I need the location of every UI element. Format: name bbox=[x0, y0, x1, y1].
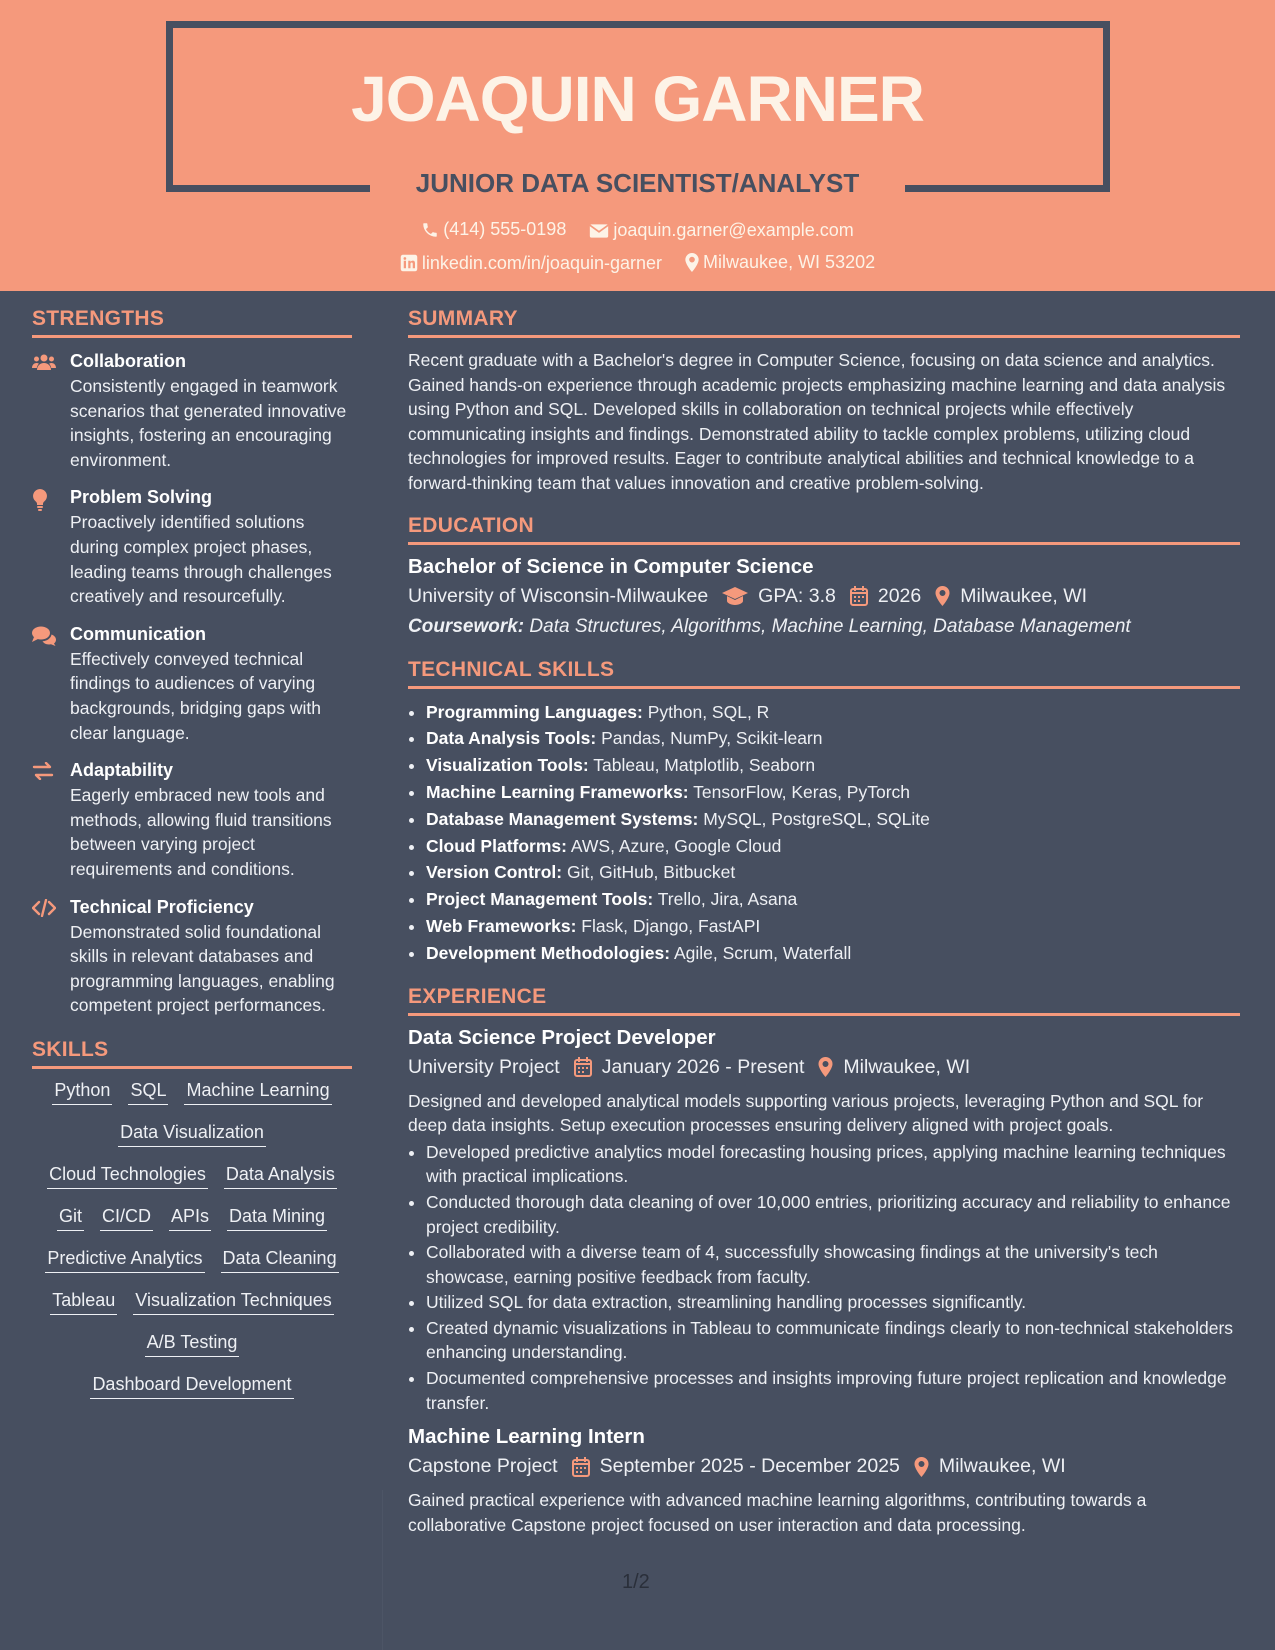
job-description: Gained practical experience with advanced machine learning algorithms, contributing towards a collaborative Capstone project focused on user interaction and data processing. bbox=[408, 1490, 1147, 1535]
column-divider bbox=[382, 1490, 383, 1650]
users-icon bbox=[32, 353, 56, 371]
technical-skills-section bbox=[408, 658, 1240, 967]
graduation-cap-icon bbox=[722, 587, 748, 605]
envelope-icon bbox=[589, 223, 609, 239]
skill-category: Database Management Systems: bbox=[426, 808, 699, 829]
skill-chip: APIs bbox=[169, 1205, 211, 1231]
strength-item bbox=[32, 623, 352, 745]
job-dates: September 2025 - December 2025 bbox=[599, 1455, 900, 1478]
strength-desc: Proactively identified solutions during complex project phases, leading teams through challenges creatively and resourcefully. bbox=[70, 512, 332, 607]
strengths-section bbox=[32, 307, 352, 1018]
linkedin-text: linkedin.com/in/joaquin-garner bbox=[421, 252, 663, 273]
skill-values: Python, SQL, R bbox=[647, 701, 770, 722]
skill-chip: Python bbox=[52, 1079, 112, 1105]
linkedin-item[interactable] bbox=[400, 253, 662, 274]
skill-chip: Git bbox=[57, 1205, 84, 1231]
strength-desc: Eagerly embraced new tools and methods, allowing fluid transitions between varying project requirements and conditions. bbox=[70, 785, 332, 879]
skill-row bbox=[32, 1331, 352, 1357]
skill-values: Trello, Jira, Asana bbox=[657, 889, 798, 910]
list-item: • Documented comprehensive processes and insights improving future project replication and knowledge transfer. bbox=[426, 1366, 1240, 1415]
strengths-title: STRENGTHS bbox=[32, 307, 352, 338]
skill-category: Version Control: bbox=[426, 862, 563, 883]
job-meta bbox=[408, 1056, 1240, 1079]
map-marker-icon bbox=[914, 1457, 929, 1477]
graduation-year: 2026 bbox=[877, 584, 922, 607]
skill-chip: Machine Learning bbox=[184, 1079, 331, 1105]
skill-values: Agile, Scrum, Waterfall bbox=[673, 942, 852, 963]
list-item bbox=[426, 725, 1240, 752]
skill-category: Cloud Platforms: bbox=[426, 835, 567, 856]
calendar-icon bbox=[572, 1457, 590, 1477]
map-marker-icon bbox=[935, 586, 950, 606]
skill-chip: SQL bbox=[128, 1079, 168, 1105]
skill-row bbox=[32, 1289, 352, 1315]
list-item bbox=[426, 806, 1240, 833]
skill-chip: Data Mining bbox=[227, 1205, 327, 1231]
map-marker-icon bbox=[818, 1057, 833, 1077]
skill-values: MySQL, PostgreSQL, SQLite bbox=[703, 808, 930, 829]
skill-values: Tableau, Matplotlib, Seaborn bbox=[593, 755, 816, 776]
skill-chip: Data Visualization bbox=[118, 1121, 266, 1147]
list-item bbox=[426, 859, 1240, 886]
exchange-icon bbox=[32, 762, 54, 780]
skill-chip: Tableau bbox=[50, 1289, 117, 1315]
skill-chip: Data Cleaning bbox=[221, 1247, 339, 1273]
experience-section bbox=[408, 985, 1240, 1538]
skill-category: Web Frameworks: bbox=[426, 915, 577, 936]
skill-row bbox=[32, 1205, 352, 1231]
right-column bbox=[408, 291, 1240, 1537]
coursework-list: Data Structures, Algorithms, Machine Learning, Database Management bbox=[529, 615, 1131, 637]
strength-item bbox=[32, 486, 352, 608]
lightbulb-icon bbox=[32, 489, 48, 511]
location-text: Milwaukee, WI 53202 bbox=[703, 252, 876, 272]
gpa-text: GPA: 3.8 bbox=[758, 584, 836, 607]
skills-section bbox=[32, 1038, 352, 1399]
education-section bbox=[408, 514, 1240, 638]
skill-row bbox=[32, 1079, 352, 1105]
job-role: JUNIOR DATA SCIENTIST/ANALYST bbox=[415, 168, 860, 198]
linkedin-icon bbox=[400, 254, 418, 272]
list-item bbox=[426, 833, 1240, 860]
job-dates: January 2026 - Present bbox=[601, 1055, 805, 1078]
strength-item bbox=[32, 896, 352, 1018]
strength-title: Adaptability bbox=[70, 760, 174, 781]
technical-skills-title: TECHNICAL SKILLS bbox=[408, 658, 1240, 689]
job-title: Data Science Project Developer bbox=[408, 1025, 716, 1049]
degree-title: Bachelor of Science in Computer Science bbox=[408, 554, 814, 578]
location-item bbox=[685, 252, 875, 273]
job-org: Capstone Project bbox=[408, 1455, 558, 1478]
strength-title: Problem Solving bbox=[70, 487, 213, 508]
strength-desc: Consistently engaged in teamwork scenarios that generated innovative insights, fostering an encouraging environment. bbox=[70, 376, 347, 470]
job-location: Milwaukee, WI bbox=[843, 1055, 971, 1078]
job-meta bbox=[408, 1455, 1240, 1478]
school-name: University of Wisconsin-Milwaukee bbox=[408, 584, 709, 607]
skill-values: TensorFlow, Keras, PyTorch bbox=[693, 781, 911, 802]
code-icon bbox=[32, 899, 56, 917]
email-item[interactable] bbox=[589, 220, 853, 241]
education-title: EDUCATION bbox=[408, 514, 1240, 545]
skill-values: Git, GitHub, Bitbucket bbox=[567, 862, 736, 883]
skill-chip: Visualization Techniques bbox=[133, 1289, 333, 1315]
list-item: • Created dynamic visualizations in Tableau to communicate findings clearly to non-technical stakeholders enhancing understanding. bbox=[426, 1316, 1240, 1365]
skill-category: Visualization Tools: bbox=[426, 755, 589, 776]
list-item: • Utilized SQL for data extraction, streamlining handling processes significantly. bbox=[426, 1290, 1240, 1315]
list-item bbox=[426, 779, 1240, 806]
skill-category: Data Analysis Tools: bbox=[426, 728, 597, 749]
coursework-label: Coursework: bbox=[408, 615, 525, 637]
map-marker-icon bbox=[685, 253, 699, 272]
list-item: • Developed predictive analytics model forecasting housing prices, applying machine learning techniques with practical implications. bbox=[426, 1140, 1240, 1189]
skill-chip: Cloud Technologies bbox=[47, 1163, 208, 1189]
job-title: Machine Learning Intern bbox=[408, 1425, 645, 1449]
experience-title: EXPERIENCE bbox=[408, 985, 1240, 1016]
candidate-name: JOAQUIN GARNER bbox=[351, 63, 924, 135]
skill-row bbox=[32, 1163, 352, 1189]
job-description: Designed and developed analytical models supporting various projects, leveraging Python and SQL for deep data insights. Setup execution processes ensuring delivery aligned with project goals. bbox=[408, 1090, 1204, 1136]
summary-section bbox=[408, 307, 1240, 496]
strength-desc: Effectively conveyed technical findings to audiences of varying backgrounds, bridging gaps with clear language. bbox=[70, 648, 321, 743]
list-item bbox=[426, 752, 1240, 779]
summary-text: Recent graduate with a Bachelor's degree in Computer Science, focusing on data science and analytics. Gained hands-on experience through academic projects emphasizing machine learning and data analysis using Python and SQL. Developed skills in collaboration on technical projects while effectively communicating insights and findings. Demonstrated ability to tackle complex problems, utilizing cloud technologies for improved results. Eager to contribute analytical abilities and technical knowledge to a forward-thinking team that values innovation and creative problem-solving. bbox=[408, 350, 1226, 493]
skill-category: Development Methodologies: bbox=[426, 942, 671, 963]
education-meta bbox=[408, 585, 1240, 608]
list-item bbox=[426, 940, 1240, 967]
contact-row-1 bbox=[0, 219, 1275, 244]
skill-chip: Dashboard Development bbox=[90, 1373, 293, 1399]
skill-category: Programming Languages: bbox=[426, 701, 643, 722]
strength-title: Technical Proficiency bbox=[70, 896, 254, 917]
page-number: 1/2 bbox=[622, 1571, 650, 1593]
skills-title: SKILLS bbox=[32, 1038, 352, 1069]
list-item bbox=[426, 886, 1240, 913]
skill-category: Project Management Tools: bbox=[426, 889, 654, 910]
strength-title: Communication bbox=[70, 623, 207, 644]
job-org: University Project bbox=[408, 1055, 560, 1078]
job-location: Milwaukee, WI bbox=[938, 1455, 1066, 1478]
strength-item bbox=[32, 759, 352, 881]
strength-item bbox=[32, 350, 352, 472]
phone-text: (414) 555-0198 bbox=[443, 219, 567, 239]
skill-values: AWS, Azure, Google Cloud bbox=[570, 835, 782, 856]
strength-desc: Demonstrated solid foundational skills in relevant databases and programming languages, enabling competent project performances. bbox=[70, 921, 335, 1016]
strength-title: Collaboration bbox=[70, 351, 186, 371]
phone-item[interactable] bbox=[421, 219, 566, 240]
skills-list bbox=[32, 1079, 352, 1399]
skill-row bbox=[32, 1247, 352, 1273]
list-item: • Collaborated with a diverse team of 4, successfully showcasing findings at the university's tech showcase, earning positive feedback from faculty. bbox=[426, 1240, 1240, 1289]
coursework bbox=[408, 616, 1240, 638]
comments-icon bbox=[32, 626, 56, 646]
calendar-icon bbox=[574, 1057, 592, 1077]
skill-chip: CI/CD bbox=[100, 1205, 153, 1231]
technical-skills-list bbox=[408, 699, 1240, 967]
education-location: Milwaukee, WI bbox=[960, 584, 1088, 607]
skill-category: Machine Learning Frameworks: bbox=[426, 781, 689, 802]
job-bullets bbox=[408, 1140, 1240, 1416]
skill-chip: Data Analysis bbox=[224, 1163, 337, 1189]
skill-row bbox=[32, 1121, 352, 1147]
list-item bbox=[426, 913, 1240, 940]
contact-row-2 bbox=[0, 252, 1275, 277]
skill-row bbox=[32, 1373, 352, 1399]
left-column bbox=[32, 291, 352, 1415]
list-item: • Conducted thorough data cleaning of over 10,000 entries, prioritizing accuracy and reliability to enhance project credibility. bbox=[426, 1190, 1240, 1239]
job-entry bbox=[408, 1425, 1240, 1537]
skill-chip: A/B Testing bbox=[145, 1331, 240, 1357]
job-entry bbox=[408, 1026, 1240, 1416]
phone-icon bbox=[421, 221, 439, 239]
skill-values: Flask, Django, FastAPI bbox=[581, 915, 761, 936]
list-item bbox=[426, 699, 1240, 726]
email-text: joaquin.garner@example.com bbox=[613, 220, 854, 240]
skill-chip: Predictive Analytics bbox=[45, 1247, 204, 1273]
summary-title: SUMMARY bbox=[408, 307, 1240, 338]
calendar-icon bbox=[850, 586, 868, 606]
skill-values: Pandas, NumPy, Scikit-learn bbox=[601, 728, 823, 749]
